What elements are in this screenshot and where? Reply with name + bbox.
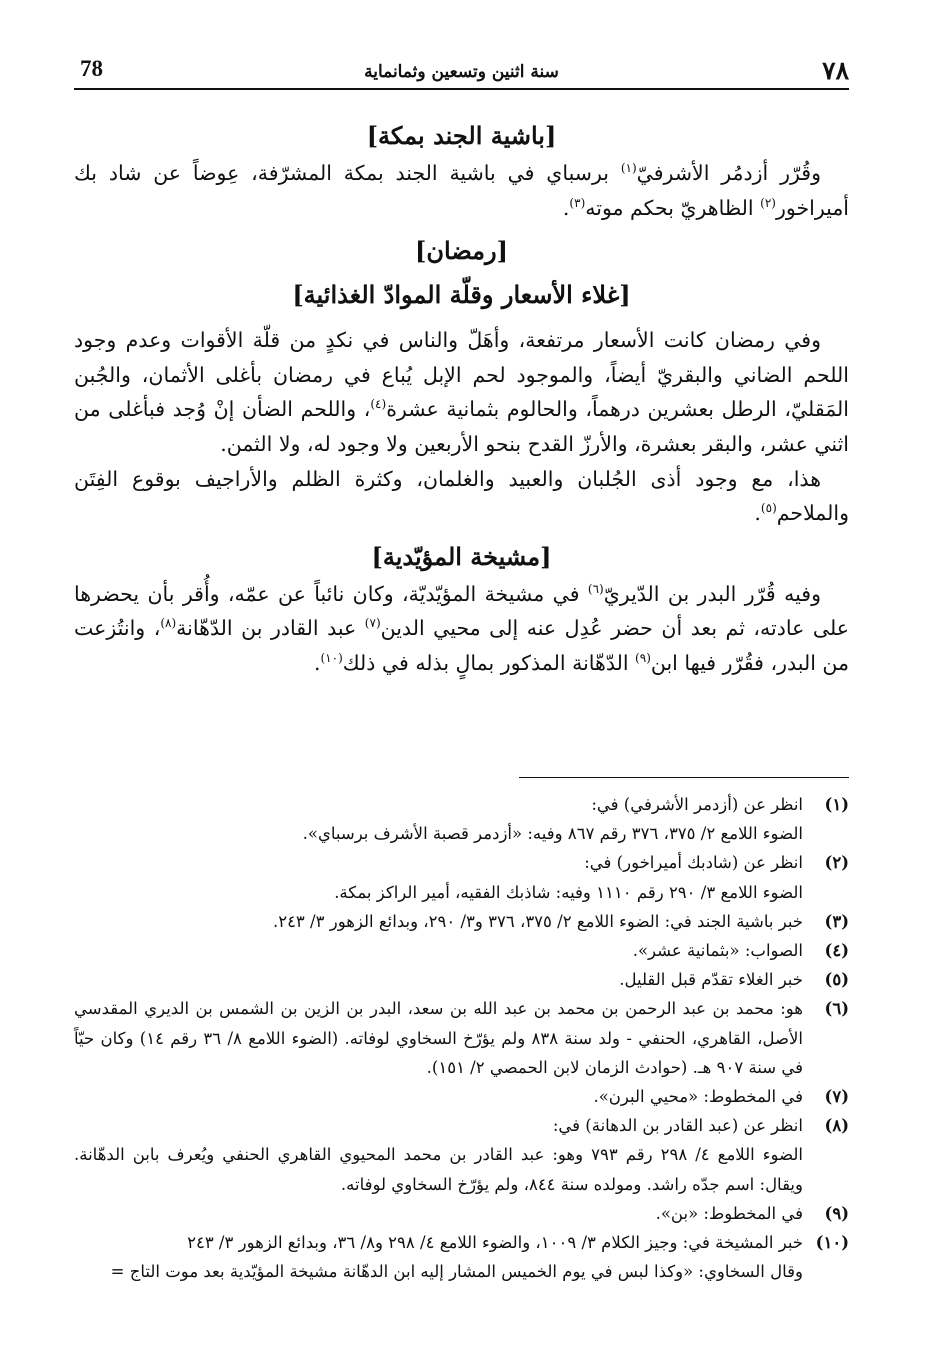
page-number-latin: 78 xyxy=(80,56,103,81)
footnote-line: خبر المشيخة في: وجيز الكلام ٣/ ١٠٠٩، والضوء اللامع ٤/ ٢٩٨ و٨/ ٣٦، وبدائع الزهور ٣/ ٢٤٣ xyxy=(187,1233,803,1253)
page-number-arabic: ٧٨ xyxy=(822,56,849,85)
text-run: هذا، مع وجود أذى الجُلبان والعبيد والغلمان، وكثرة الظلم والأراجيف بوقوع الفِتَن والملاحم xyxy=(74,466,849,526)
footnote-text: في المخطوط: «بن». xyxy=(655,1203,803,1223)
footnote xyxy=(74,965,849,994)
footnote-line: انظر عن (شادبك أميراخور) في: xyxy=(584,853,803,873)
footnote-ref: (٥) xyxy=(760,501,777,516)
paragraph-pasha xyxy=(74,156,849,225)
footnote-text xyxy=(74,848,803,906)
text-run: . xyxy=(313,650,321,675)
text-run: . xyxy=(754,501,761,526)
footnote-line: الضوء اللامع ٢/ ٣٧٥، ٣٧٦ رقم ٨٦٧ وفيه: «أزدمر قصبة الأشرف برسباي». xyxy=(302,824,803,844)
footnote-number: (٢) xyxy=(824,853,849,873)
footnote xyxy=(74,1228,849,1286)
text-run: الظاهريّ بحكم موته xyxy=(585,195,761,220)
paragraph-muayyadiyya xyxy=(74,577,849,681)
footnote-number: (٤) xyxy=(824,941,849,961)
footnote-line: الضوء اللامع ٣/ ٢٩٠ رقم ١١١٠ وفيه: شاذبك الفقيه، أمير الراكز بمكة. xyxy=(334,882,803,902)
footnote-text xyxy=(74,1111,803,1199)
section-heading-prices: [غلاء الأسعار وقلّة الموادّ الغذائية] xyxy=(292,280,631,310)
footnote-text: خبر الغلاء تقدّم قبل القليل. xyxy=(619,970,803,990)
footnote-number: (٥) xyxy=(824,970,849,990)
footnote-ref: (٤) xyxy=(370,397,387,412)
main-text xyxy=(74,116,849,681)
page-header xyxy=(74,56,849,90)
footnote-ref: (٩) xyxy=(635,651,651,666)
footnote xyxy=(74,790,849,848)
text-run: الدّهّانة المذكور بمالٍ بذله في ذلك xyxy=(342,650,636,675)
footnote-number: (٩) xyxy=(824,1203,849,1223)
footnote-ref: (١٠) xyxy=(320,651,343,666)
footnote-number: (٨) xyxy=(824,1116,849,1136)
footnote-divider xyxy=(519,777,849,778)
footnote-text: هو: محمد بن عبد الرحمن بن محمد بن عبد الله بن سعد، البدر بن الزين بن الشمس بن الديري المقدسي الأصل، القاهري، الحنفي - ولد سنة ٨٣٨ ولم يؤرّخ السخاوي لوفاته. (الضوء اللامع ٨/ ٣٦ رقم ١٤) وكان حيّاً في سنة ٩٠٧ هـ. (حوادث الزمان لابن الحمصي ٢/ ١٥١). xyxy=(74,999,804,1077)
footnote-text xyxy=(74,790,803,848)
footnote-number: (٧) xyxy=(824,1087,849,1107)
footnote xyxy=(74,1082,849,1111)
footnote xyxy=(74,994,849,1082)
footnote xyxy=(74,1111,849,1199)
text-run: عبد القادر بن الدّهّانة xyxy=(176,616,365,641)
text-run: وفي رمضان كانت الأسعار مرتفعة، وأهَلّ والناس في نكدٍ من قلّة الأقوات وعدم وجود اللحم الضاني والبقريّ أيضاً، والموجود لحم الإبل يُباع في رمضان بأغلى الأثمان، والجُبن المَقليّ، الرطل بعشرين درهماً، والحالوم بثمانية عشرة xyxy=(74,328,849,422)
footnote-number: (٦) xyxy=(824,999,849,1019)
footnote-line: الضوء اللامع ٤/ ٢٩٨ رقم ٧٩٣ وهو: عبد القادر بن محمد المحيوي القاهري الحنفي ويُعرف بابن الدهّانة. ويقال: اسم جدّه راشد. ومولده سنة ٨٤٤، ولم يؤرّخ السخاوي لوفاته. xyxy=(74,1145,803,1194)
footnote-ref: (٢) xyxy=(760,195,776,210)
section-heading-pasha: [باشية الجند بمكة] xyxy=(366,121,557,150)
footnote-ref: (٦) xyxy=(587,581,604,596)
text-run: برسباي في باشية الجند بمكة المشرّفة، عِوضاً عن شاد بك أميراخور xyxy=(74,161,849,220)
footnote-number: (١) xyxy=(824,795,849,814)
text-run: في مشيخة المؤيّديّة، وكان نائباً عن عمّه، وأُقر بأن يحضرها على عادته، ثم بعد أن حضر عُدِل عنه إلى محيي الدين xyxy=(74,581,849,641)
footnotes xyxy=(74,790,849,1286)
section-heading-muayyadiyya: [مشيخة المؤيّدية] xyxy=(371,541,552,571)
footnote-ref: (١) xyxy=(620,161,637,176)
footnote-line: انظر عن (أزدمر الأشرفي) في: xyxy=(591,795,803,814)
text-run: ، وانتُزعت من البدر، فقُرّر فيها ابن xyxy=(74,616,849,675)
footnote-number: (٣) xyxy=(824,911,849,931)
text-run: ، واللحم الضأن إنْ وُجد فبأغلى من اثني عشر، والبقر بعشرة، والأرزّ القدح بنحو الأربعين ولا وجود له، ولا الثمن. xyxy=(74,397,849,456)
paragraph-prices xyxy=(74,323,849,461)
footnote-text: في المخطوط: «محيي البرن». xyxy=(593,1087,803,1107)
footnote-ref: (٨) xyxy=(160,616,177,631)
section-heading-ramadan: [رمضان] xyxy=(415,236,508,266)
text-run: . xyxy=(562,195,570,220)
running-title: سنة اثنين وتسعين وثمانماية xyxy=(364,62,559,82)
footnote xyxy=(74,907,849,936)
header-rule xyxy=(74,88,849,90)
footnote xyxy=(74,848,849,906)
footnote xyxy=(74,936,849,965)
footnote-ref: (٧) xyxy=(364,616,381,631)
footnote-line: وقال السخاوي: «وكذا لبس في يوم الخميس المشار إليه ابن الدهّانة مشيخة المؤيّدية بعد موت التاج = xyxy=(110,1262,803,1282)
footnote-text: خبر باشية الجند في: الضوء اللامع ٢/ ٣٧٥، ٣٧٦ و٣/ ٢٩٠، وبدائع الزهور ٣/ ٢٤٣. xyxy=(272,911,803,931)
footnote-ref: (٣) xyxy=(569,195,586,210)
footnote-text: الصواب: «بثمانية عشر». xyxy=(632,941,803,961)
text-run: وفيه قُرّر البدر بن الدّيريّ xyxy=(603,581,821,606)
paragraph-oppression xyxy=(74,462,849,531)
text-run: وقُرّر أزدمُر الأشرفيّ xyxy=(636,161,821,185)
footnote xyxy=(74,1199,849,1228)
footnote-text xyxy=(74,1228,803,1286)
footnote-line: انظر عن (عبد القادر بن الدهانة) في: xyxy=(552,1116,803,1136)
footnote-number: (١٠) xyxy=(815,1233,849,1253)
